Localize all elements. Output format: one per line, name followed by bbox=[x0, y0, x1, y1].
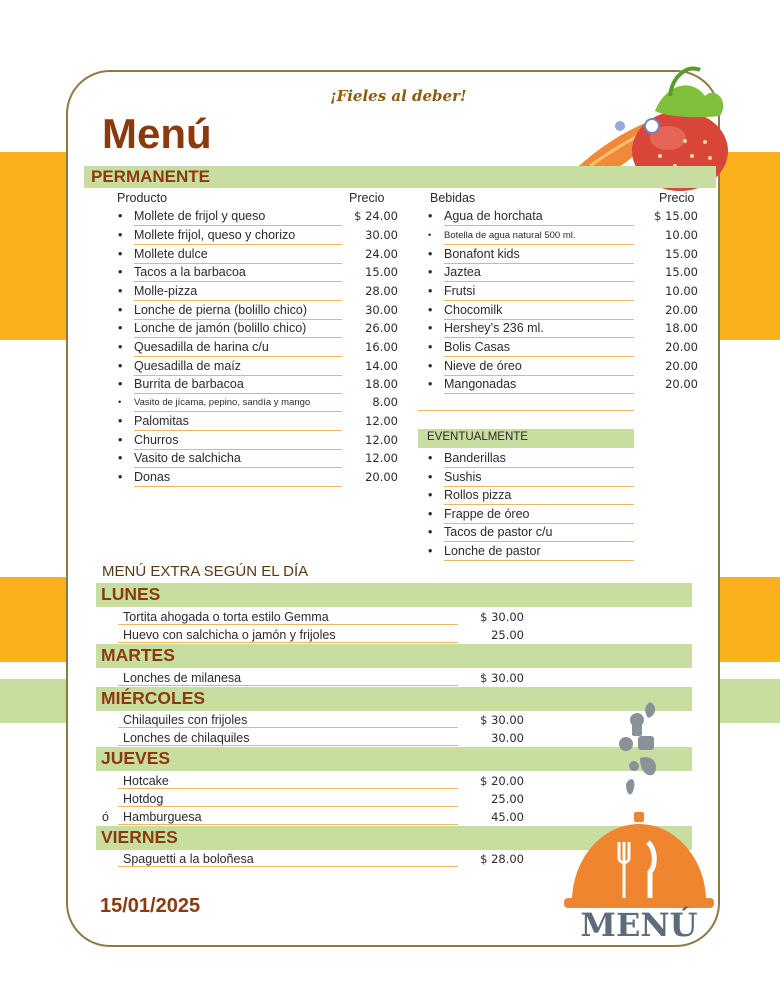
permanente-price: 28.00 bbox=[365, 284, 398, 298]
permanente-item: • Palomitas bbox=[134, 413, 342, 431]
bebida-price: 20.00 bbox=[665, 303, 698, 317]
permanente-item: • Mollete frijol, queso y chorizo bbox=[134, 227, 342, 245]
day-header-bar bbox=[96, 747, 692, 771]
bebida-item: • Bonafont kids bbox=[444, 246, 634, 264]
extra-price: $ 30.00 bbox=[480, 671, 524, 685]
permanente-item: • Quesadilla de maíz bbox=[134, 358, 342, 376]
col-precio-permanente: Precio bbox=[349, 191, 385, 205]
bebida-item: • Frutsi bbox=[444, 283, 634, 301]
permanente-item: • Molle-pizza bbox=[134, 283, 342, 301]
permanente-heading: PERMANENTE bbox=[91, 167, 211, 186]
permanente-price: 26.00 bbox=[365, 321, 398, 335]
slogan: ¡Fieles al deber! bbox=[330, 87, 467, 105]
day-heading: JUEVES bbox=[101, 748, 171, 768]
col-bebidas: Bebidas bbox=[430, 191, 476, 205]
permanente-item: • Vasito de jícama, pepino, sandía y mango bbox=[134, 394, 342, 412]
day-heading: MARTES bbox=[101, 645, 175, 665]
day-heading: VIERNES bbox=[101, 827, 178, 847]
day-heading: MIÉRCOLES bbox=[101, 688, 206, 708]
bebida-price: 15.00 bbox=[665, 247, 698, 261]
eventual-item: • Frappe de óreo bbox=[444, 506, 634, 524]
extra-item: Hotdog bbox=[118, 791, 458, 807]
permanente-item: • Donas bbox=[134, 469, 342, 487]
eventual-item: • Tacos de pastor c/u bbox=[444, 524, 634, 542]
extra-price: $ 30.00 bbox=[480, 610, 524, 624]
permanente-price: 12.00 bbox=[365, 414, 398, 428]
extra-item: Huevo con salchicha o jamón y frijoles bbox=[118, 627, 458, 643]
bebida-price: 20.00 bbox=[665, 340, 698, 354]
extra-item: Lonches de milanesa bbox=[118, 670, 458, 686]
permanente-item: • Lonche de jamón (bolillo chico) bbox=[134, 320, 342, 338]
bebida-price: 15.00 bbox=[665, 265, 698, 279]
eventual-item: • Rollos pizza bbox=[444, 487, 634, 505]
extra-price: $ 30.00 bbox=[480, 713, 524, 727]
permanente-price: 14.00 bbox=[365, 359, 398, 373]
item-prefix: ó bbox=[102, 810, 109, 824]
bebida-price: 20.00 bbox=[665, 359, 698, 373]
permanente-item: • Mollete dulce bbox=[134, 246, 342, 264]
permanente-item: • Mollete de frijol y queso bbox=[134, 208, 342, 226]
permanente-price: 20.00 bbox=[365, 470, 398, 484]
eventual-item: • Banderillas bbox=[444, 450, 634, 468]
bebidas-empty-row bbox=[418, 396, 634, 411]
extra-price: 45.00 bbox=[491, 810, 524, 824]
logo-text: MENÚ bbox=[580, 906, 698, 942]
extra-price: 30.00 bbox=[491, 731, 524, 745]
permanente-item: • Churros bbox=[134, 432, 342, 450]
permanente-item: • Tacos a la barbacoa bbox=[134, 264, 342, 282]
eventual-item: • Lonche de pastor bbox=[444, 543, 634, 561]
cloche-logo bbox=[562, 806, 716, 942]
permanente-price: 12.00 bbox=[365, 433, 398, 447]
permanente-price: 30.00 bbox=[365, 228, 398, 242]
permanente-price: 8.00 bbox=[372, 395, 398, 409]
extra-price: 25.00 bbox=[491, 792, 524, 806]
bebida-item: • Botella de agua natural 500 ml. bbox=[444, 227, 634, 245]
bebida-item: • Chocomilk bbox=[444, 302, 634, 320]
extra-item: Hotcake bbox=[118, 773, 458, 789]
extra-item: Lonches de chilaquiles bbox=[118, 730, 458, 746]
bebida-price: 18.00 bbox=[665, 321, 698, 335]
extra-item: Tortita ahogada o torta estilo Gemma bbox=[118, 609, 458, 625]
bebida-item: • Mangonadas bbox=[444, 376, 634, 394]
extra-item: Spaguetti a la boloñesa bbox=[118, 851, 458, 867]
bebida-item: • Nieve de óreo bbox=[444, 358, 634, 376]
permanente-price: 12.00 bbox=[365, 451, 398, 465]
extra-heading: MENÚ EXTRA SEGÚN EL DÍA bbox=[102, 563, 309, 580]
bebida-item: • Agua de horchata bbox=[444, 208, 634, 226]
bebida-item: • Bolis Casas bbox=[444, 339, 634, 357]
day-heading: LUNES bbox=[101, 584, 161, 604]
bebida-price: 10.00 bbox=[665, 284, 698, 298]
permanente-price: 18.00 bbox=[365, 377, 398, 391]
bebida-item: • Hershey’s 236 ml. bbox=[444, 320, 634, 338]
permanente-price: 16.00 bbox=[365, 340, 398, 354]
permanente-item: • Quesadilla de harina c/u bbox=[134, 339, 342, 357]
extra-price: 25.00 bbox=[491, 628, 524, 642]
extra-item: Hamburguesa bbox=[118, 809, 458, 825]
permanente-item: • Vasito de salchicha bbox=[134, 450, 342, 468]
day-header-bar bbox=[96, 644, 692, 668]
permanente-price: 30.00 bbox=[365, 303, 398, 317]
bebida-price: $ 15.00 bbox=[654, 209, 698, 223]
bebida-item: • Jaztea bbox=[444, 264, 634, 282]
col-precio-bebidas: Precio bbox=[659, 191, 695, 205]
food-icons-decoration bbox=[612, 698, 668, 808]
permanente-price: 15.00 bbox=[365, 265, 398, 279]
bebida-price: 10.00 bbox=[665, 228, 698, 242]
day-header-bar bbox=[96, 583, 692, 607]
extra-item: Chilaquiles con frijoles bbox=[118, 712, 458, 728]
permanente-price: $ 24.00 bbox=[354, 209, 398, 223]
extra-price: $ 28.00 bbox=[480, 852, 524, 866]
page-title: Menú bbox=[102, 110, 212, 157]
eventual-heading: EVENTUALMENTE bbox=[427, 431, 528, 443]
eventual-item: • Sushis bbox=[444, 469, 634, 487]
extra-price: $ 20.00 bbox=[480, 774, 524, 788]
permanente-price: 24.00 bbox=[365, 247, 398, 261]
date-label: 15/01/2025 bbox=[100, 895, 201, 917]
permanente-item: • Lonche de pierna (bolillo chico) bbox=[134, 302, 342, 320]
bebida-price: 20.00 bbox=[665, 377, 698, 391]
permanente-item: • Burrita de barbacoa bbox=[134, 376, 342, 394]
col-producto: Producto bbox=[117, 191, 168, 205]
